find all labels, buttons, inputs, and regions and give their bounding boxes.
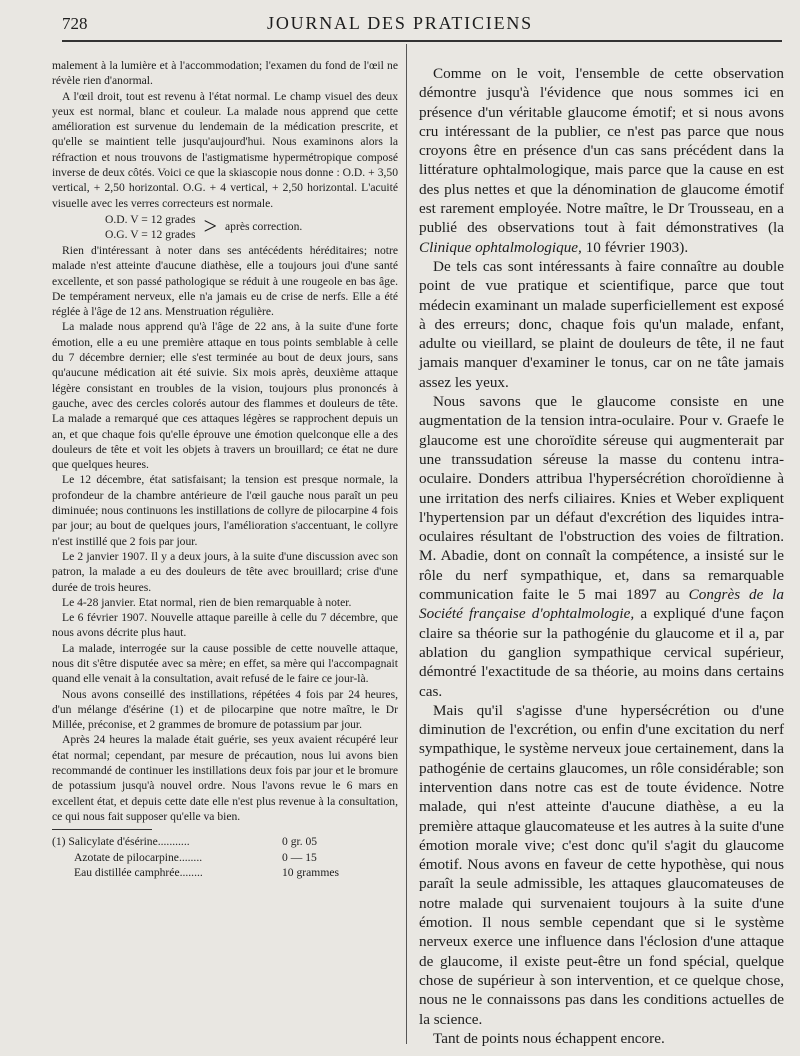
left-paragraph: La malade nous apprend qu'à l'âge de 22 ans, à la suite d'une forte émotion, elle a eu une première attaque en tous points semblable à celle du 7 décembre dernier; elle s'est terminée au bout de deux jours, sans qu'aucune médication ait été suivie. Six mois après, deuxième attaque légère consistant en troubles de la vision, toujours plus prononcés à gauche, avec des cercles colorés autour des flammes et douleurs de tête. La malade a remarqué que ces attaques légères se rapprochent depuis un an, et que chaque fois qu'elle éprouve une émotion quelconque elle a des douleurs de tête et voit les objets à travers un brouillard; ce état ne dure que quelques heures. (52, 320, 398, 472)
right-paragraph: Mais qu'il s'agisse d'une hypersécrétion ou d'une diminution de l'excrétion, ou enfin d'une excitation du nerf sympathique, le système nerveux joue certainement, dans la pathogénie de certains glaucomes, un rôle considérable; son intervention dans notre cas est de toute évidence. Notre malade, qui n'est atteinte d'aucune diathèse, a eu la première attaque glaucomateuse et les autres à la suite d'une émotion morale vive; c'est donc qu'il s'agit du glaucome émotif. Nous avons en faveur de cette hypothèse, qui nous paraît la seule admissible, les attaques glaucomateuses de notre malade qui survenaient toujours à la suite d'une émotion. Il nous semble cependant que si le système nerveux exerce une influence dans l'éclosion d'une attaque de glaucome, il existe peut-être un fond spécial, quelque chose de supérieur à son intervention, et ce quelque chose, nous ne le connaissons pas dans les conditions actuelles de la science. (419, 701, 784, 1028)
left-column (52, 58, 398, 880)
footnote-line (52, 865, 398, 880)
page-number: 728 (62, 14, 88, 33)
footnote-rule (52, 829, 152, 830)
citation-title: Clinique ophtalmologique, (419, 238, 582, 256)
footnote-quantity: 10 grammes (282, 865, 339, 879)
footnote-line (52, 834, 398, 849)
right-paragraph: Tant de points nous échappent encore. (433, 1029, 665, 1047)
acuity-brace: > (203, 213, 218, 240)
left-paragraph: Le 2 janvier 1907. Il y a deux jours, à la suite d'une discussion avec son patron, la malade a eu des douleurs de tête avec brouillard; crise d'une durée de trois heures. (52, 549, 398, 594)
acuity-right-eye: O.D. V = 12 grades (105, 212, 196, 226)
footnote-ingredient: (1) Salicylate d'ésérine........... (52, 835, 190, 849)
left-paragraph: La malade, interrogée sur la cause possible de cette nouvelle attaque, nous dit s'être disputée avec sa mère; en effet, sa mère qui l'accompagnait quand elle venait à la consultation, avait refusé de le faire ce jour-là. (52, 641, 398, 686)
footnote-ingredient: Eau distillée camphrée........ (74, 865, 203, 879)
left-paragraph: malement à la lumière et à l'accommodation; l'examen du fond de l'œil ne révèle rien d'anormal. (52, 59, 398, 88)
header-rule (62, 40, 782, 42)
footnote-quantity: 0 — 15 (282, 850, 317, 864)
footnote-line (52, 850, 398, 865)
acuity-note: après correction. (225, 220, 303, 234)
column-divider (406, 44, 407, 1044)
journal-title: JOURNAL DES PRATICIENS (267, 13, 533, 33)
right-paragraph: Comme on le voit, l'ensemble de cette observation démontre jusqu'à l'évidence que nous sommes ici en présence d'un véritable glaucome émotif; et si nous avons cru intéressant de la publier, ce n'est pas parce que nous croyons être en présence d'un cas sans précédent dans la littérature ophtalmologique, mais parce que la cause en est des plus nettes et que la dénomination de glaucome émotif est rarement employée. Notre maître, le Dr Trousseau, en a publié des observations tout à fait démonstratives (la Clinique ophtalmologique, 10 février 1903). (419, 65, 784, 256)
citation-title: Congrès de la Société française d'ophtalmologie, (419, 586, 784, 623)
right-paragraph: Nous savons que le glaucome consiste en une augmentation de la tension intra-oculaire. Pour v. Graefe le glaucome est une choroïdite séreuse qui augmenterait par une transsudation séreuse la masse du contenu intra-oculaire. Donders attribua l'hypersécrétion choroïdienne à une irritation des nerfs ciliaires. Knies et Weber expliquent l'hypertension par un défaut d'excrétion des liquides intra-oculaires résultant de l'obstruction des voies de filtration. M. Abadie, dont on connaît la compétence, a insisté sur le rôle du nerf sympathique, et, dans sa remarquable communication faite le 5 mai 1897 au Congrès de la Société française d'ophtalmologie, a expliqué d'une façon claire sa théorie sur la pathogénie du glaucome et il a, par ablation du ganglion sympathique cervical supérieur, démontré l'exactitude de sa théorie, au moins dans certains cas. (419, 393, 784, 700)
left-paragraph: Le 12 décembre, état satisfaisant; la tension est presque normale, la profondeur de la chambre antérieure de l'œil gauche nous paraît un peu diminuée; nous continuons les instillations de collyre de pilocarpine 4 fois par jour; au bout de quelques jours, l'amélioration s'accentuant, le collyre n'est instillé que 2 fois par jour. (52, 473, 398, 548)
left-paragraph: Rien d'intéressant à noter dans ses antécédents héréditaires; notre malade n'est atteinte d'aucune diathèse, elle a toujours joui d'une santé excellente, et son passé pathologique se réduit à une rougeole en bas âge. De tempérament nerveux, elle n'a jamais eu de crise de nerfs. Elle a été réglée à l'âge de 12 ans. Menstruation régulière. (52, 243, 398, 319)
left-paragraph: Après 24 heures la malade était guérie, ses yeux avaient récupéré leur état normal; cependant, par mesure de précaution, nous lui avons bien recommandé de continuer les instillations deux fois par jour et le bromure de potassium jusqu'à nouvel ordre. Nous l'avons revue le 6 mars en excellent état, et depuis cette date elle n'est plus revenue à la consultation, ce qui nous fait supposer qu'elle va bien. (52, 733, 398, 823)
right-paragraph: De tels cas sont intéressants à faire connaître au double point de vue pratique et scientifique, parce que tout médecin examinant un malade superficiellement est exposé à des erreurs; donc, chaque fois qu'un malade, enfant, adulte ou vieillard, se plaint de douleurs de tête, il ne faut jamais manquer d'examiner le tonus, car on ne tâte jamais assez les yeux. (419, 257, 784, 391)
right-column (419, 64, 784, 1048)
left-paragraph: Le 4-28 janvier. Etat normal, rien de bien remarquable à noter. (62, 595, 352, 609)
visual-acuity-block (105, 211, 398, 243)
left-paragraph: Le 6 février 1907. Nouvelle attaque pareille à celle du 7 décembre, que nous avons décrite plus haut. (52, 611, 398, 640)
footnote-quantity: 0 gr. 05 (282, 835, 318, 849)
footnote-ingredient: Azotate de pilocarpine........ (74, 850, 203, 864)
left-paragraph: A l'œil droit, tout est revenu à l'état normal. Le champ visuel des deux yeux est normal, blanc et couleur. La malade nous apprend que cette amélioration est survenue du lendemain de la médication prescrite, et qu'elle se maintient telle jusqu'aujourd'hui. Nous examinons alors la réfraction et nous trouvons de l'astigmatisme hypermétropique composé inverse de deux côtés. Voici ce que la skiascopie nous donne : O.D. + 3,50 vertical, + 2,50 horizontal. O.G. + 4 vertical, + 2,50 horizontal. L'acuité visuelle avec les verres correcteurs est normale. (52, 89, 398, 210)
left-paragraph: Nous avons conseillé des instillations, répétées 4 fois par 24 heures, d'un mélange d'ésérine (1) et de pilocarpine que notre maître, le Dr Millée, préconise, et 2 grammes de bromure de potassium par jour. (52, 687, 398, 732)
acuity-left-eye: O.G. V = 12 grades (105, 227, 196, 241)
